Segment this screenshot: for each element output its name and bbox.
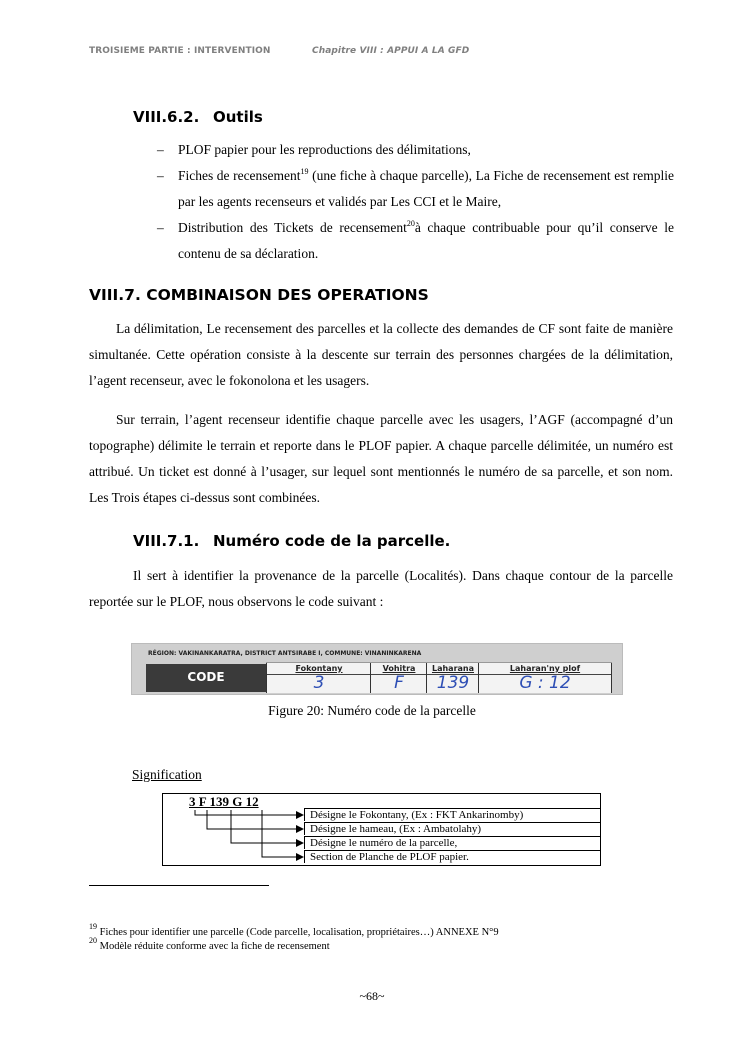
list-item: – Fiches de recensement$^{19}$ (une fiche à chaque parcelle), La Fiche de recensement est remplie par les agents recenseurs et validés par Les CCI et le Maire, xyxy=(157,167,674,209)
list-item: – PLOF papier pour les reproductions des délimitations, xyxy=(157,142,471,157)
paragraph: Il sert à identifier la provenance de la parcelle (Localités). Dans chaque contour de la parcelle reportée sur le PLOF, nous observons le code suivant : xyxy=(89,568,673,609)
code-figure xyxy=(131,643,623,695)
paragraph: La délimitation, Le recensement des parcelles et la collecte des demandes de CF sont faite de manière simultanée. Cette opération consiste à la descente sur terrain des personnes chargées de la délimitation, l’agent recenseur, avec le fokonolona et les usagers. xyxy=(89,321,673,388)
page-number: ~68~ xyxy=(359,989,385,1003)
code-column: Laharan'ny plof G : 12 xyxy=(478,663,612,693)
running-header-right: Chapitre VIII : APPUI A LA GFD xyxy=(312,46,470,56)
signification-title: Signification xyxy=(132,767,202,782)
running-header-left: TROISIEME PARTIE : INTERVENTION xyxy=(89,46,271,56)
signification-row: Désigne le hameau, (Ex : Ambatolahy) xyxy=(304,822,600,835)
footnote-ref: 19 xyxy=(300,167,309,176)
handwritten-value: G : 12 xyxy=(519,673,571,693)
footnote-separator xyxy=(89,885,269,886)
heading-title: Numéro code de la parcelle. xyxy=(213,532,451,550)
paragraph: Sur terrain, l’agent recenseur identifie chaque parcelle avec les usagers, l’AGF (accompagné d’un topographe) délimite le terrain et reporte dans le PLOF papier. A chaque parcelle délimitée, un numéro est attribué. Un ticket est donné à l’usager, sur lequel sont mentionnés le numéro de sa parcelle, et son nom. Les Trois étapes ci-dessus sont combinées. xyxy=(89,412,673,505)
list-item: – Distribution des Tickets de recensement$^{20}$à chaque contribuable pour qu’il conserve le contenu de sa déclaration. xyxy=(157,219,675,261)
footnote-ref: 20 xyxy=(406,219,415,228)
code-column: Vohitra F xyxy=(370,663,427,693)
heading-numero-code xyxy=(133,532,450,550)
code-column: Laharana 139 xyxy=(426,663,479,693)
heading-number: VIII.6.2. xyxy=(133,108,200,126)
code-label: CODE xyxy=(187,670,225,684)
signification-row: Section de Planche de PLOF papier. xyxy=(304,850,600,863)
code-grid xyxy=(266,662,612,693)
code-column: Fokontany 3 xyxy=(266,663,371,693)
handwritten-value: F xyxy=(394,673,404,693)
signification-row: Désigne le Fokontany, (Ex : FKT Ankarinomby) xyxy=(304,808,600,821)
figure-caption: Figure 20: Numéro code de la parcelle xyxy=(268,703,476,718)
region-line: RÉGION: VAKINANKARATRA, DISTRICT ANTSIRABE I, COMMUNE: VINANINKARENA xyxy=(148,650,422,657)
handwritten-value: 139 xyxy=(436,673,470,693)
code-block xyxy=(146,664,266,692)
code-string: 3 F 139 G 12 xyxy=(189,794,259,809)
heading-title: Outils xyxy=(213,108,263,126)
signification-table xyxy=(162,793,601,866)
heading-combinaison: VIII.7. COMBINAISON DES OPERATIONS xyxy=(89,286,429,304)
signification-row: Désigne le numéro de la parcelle, xyxy=(304,836,600,849)
footnote: $^{19}$ Fiches pour identifier une parcelle (Code parcelle, localisation, propriétaires…) ANNEXE N°9 xyxy=(89,922,499,938)
heading-outils xyxy=(133,108,263,126)
handwritten-value: 3 xyxy=(313,673,325,693)
heading-number: VIII.7.1. xyxy=(133,532,200,550)
footnote: $^{20}$ Modèle réduite conforme avec la fiche de recensement xyxy=(89,936,330,952)
